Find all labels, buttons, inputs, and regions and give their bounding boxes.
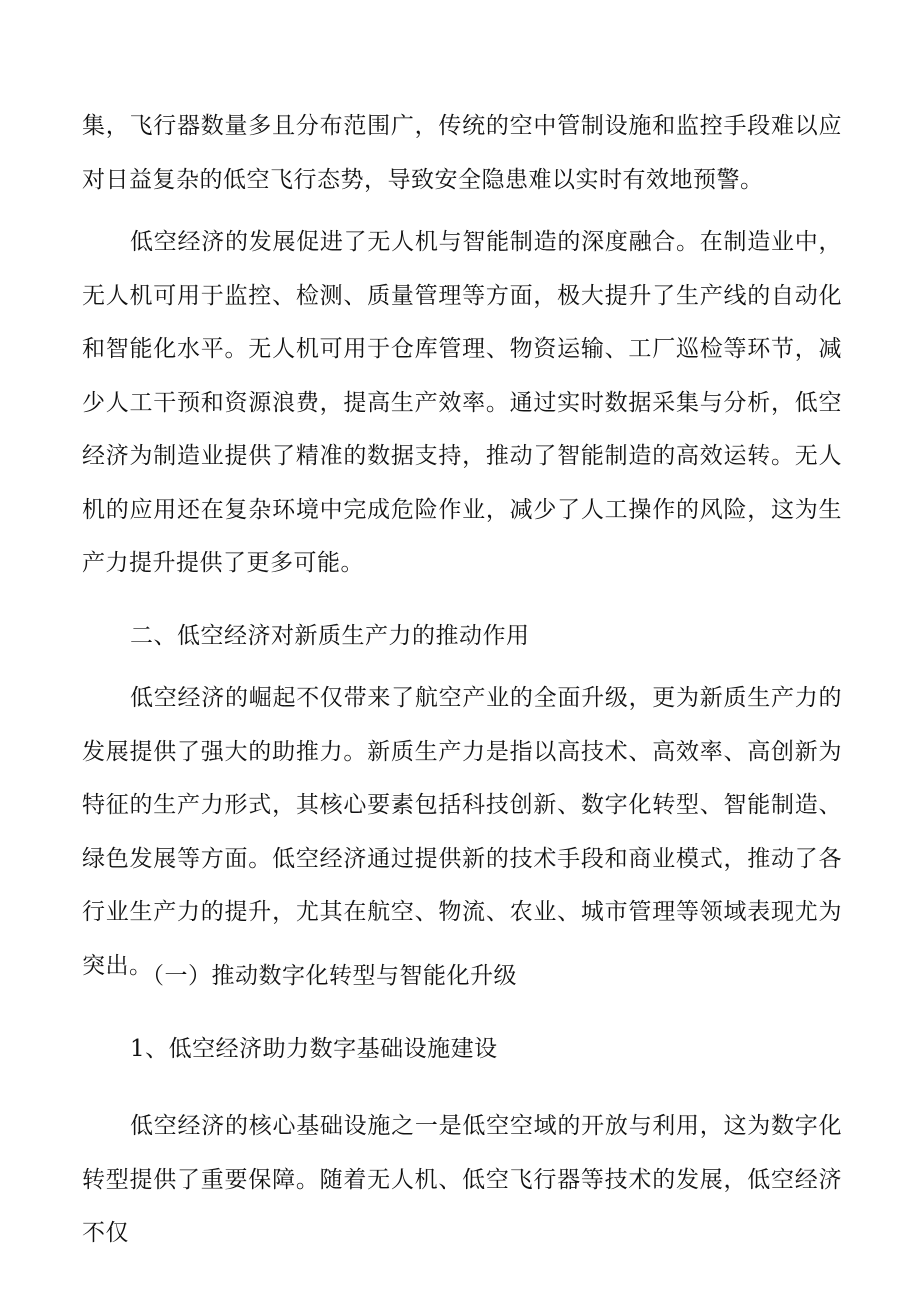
- subsection-heading-1: （一）推动数字化转型与智能化升级: [141, 963, 517, 989]
- paragraph-item-1: 低空经济的核心基础设施之一是低空空域的开放与利用，这为数字化转型提供了重要保障。随着无人机、低空飞行器等技术的发展，低空经济不仅: [82, 1113, 842, 1246]
- paragraph-manufacturing: 低空经济的发展促进了无人机与智能制造的深度融合。在制造业中，无人机可用于监控、检测、质量管理等方面，极大提升了生产线的自动化和智能化水平。无人机可用于仓库管理、物资运输、工厂巡检等环节，减少人工干预和资源浪费，提高生产效率。通过实时数据采集与分析，低空经济为制造业提供了精准的数据支持，推动了智能制造的高效运转。无人机的应用还在复杂环境中完成危险作业，减少了人工操作的风险，这为生产力提升提供了更多可能。: [82, 229, 842, 576]
- paragraph-continuation: 集，飞行器数量多且分布范围广，传统的空中管制设施和监控手段难以应对日益复杂的低空飞行态势，导致安全隐患难以实时有效地预警。: [82, 113, 842, 193]
- paragraph-section-2-intro: 低空经济的崛起不仅带来了航空产业的全面升级，更为新质生产力的发展提供了强大的助推力。新质生产力是指以高技术、高效率、高创新为特征的生产力形式，其核心要素包括科技创新、数字化转型、智能制造、绿色发展等方面。低空经济通过提供新的技术手段和商业模式，推动了各行业生产力的提升，尤其在航空、物流、农业、城市管理等领域表现尤为突出。: [82, 685, 842, 979]
- section-heading-2: 二、低空经济对新质生产力的推动作用: [130, 623, 530, 649]
- item-heading-1: 1、低空经济助力数字基础设施建设: [130, 1036, 498, 1062]
